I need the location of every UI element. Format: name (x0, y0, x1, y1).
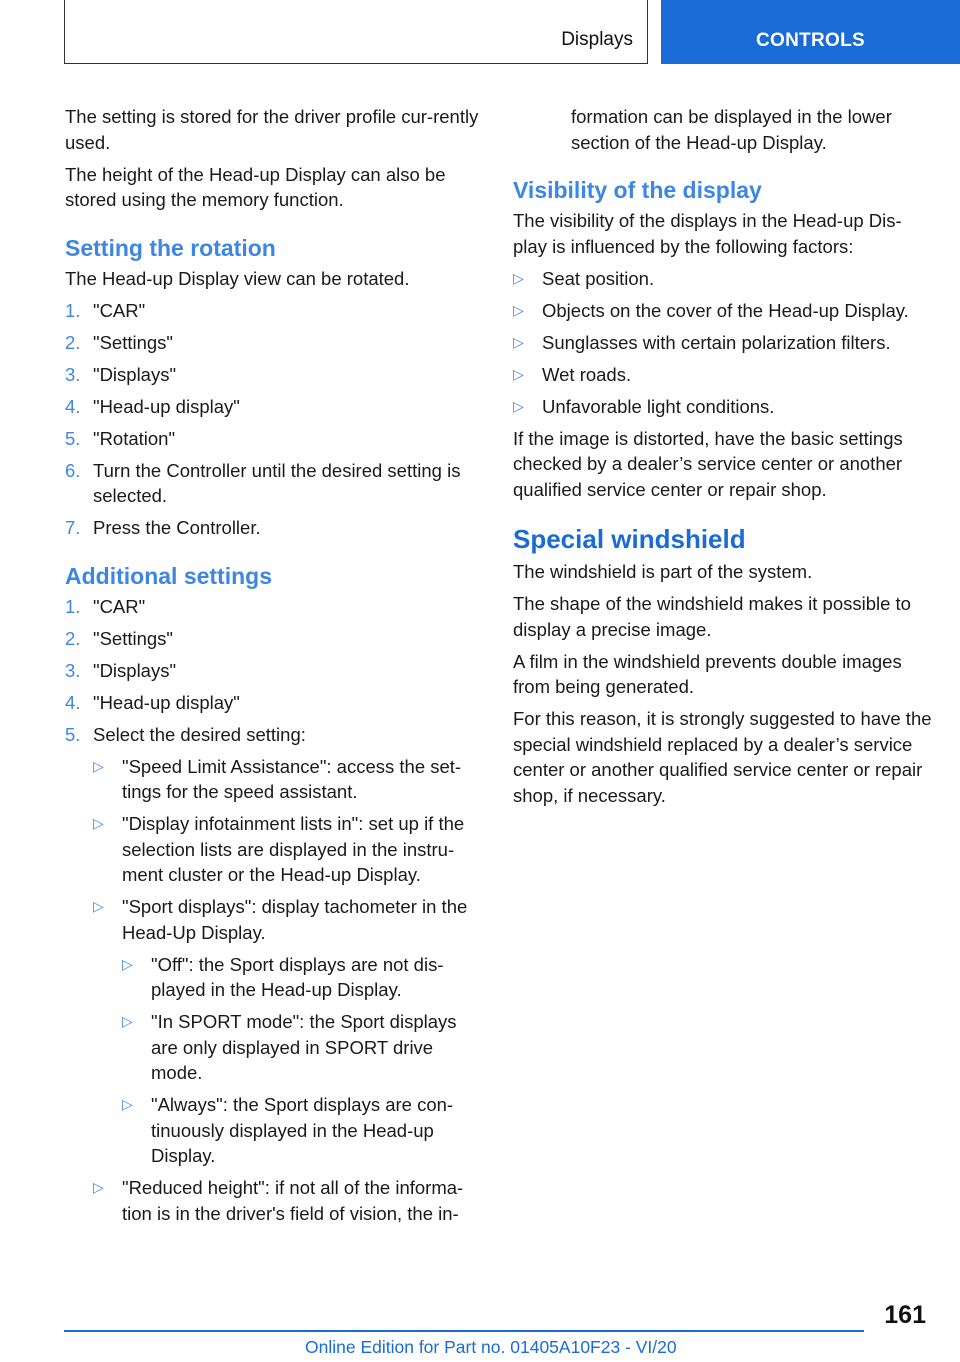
list-item (65, 458, 481, 509)
bullet-text: "Display infotainment lists in": set up if the selection lists are displayed in the instru-ment cluster or the Head-up Display. (122, 813, 465, 885)
triangle-right-icon: ▷ (93, 898, 104, 914)
step-text: "CAR" (93, 299, 146, 321)
bullet-text: "Speed Limit Assistance": access the set-tings for the speed assistant. (122, 755, 462, 802)
paragraph-visibility-intro: The visibility of the displays in the Head-up Dis-play is influenced by the following factors: (513, 210, 902, 257)
step-text: "Displays" (93, 659, 177, 681)
triangle-right-icon: ▷ (122, 955, 133, 972)
step-text: Turn the Controller until the desired setting is selected. (93, 459, 461, 506)
left-column (65, 104, 481, 1233)
list-item (65, 330, 481, 356)
additional-steps-list (65, 594, 481, 1227)
chapter-tab-label: CONTROLS (755, 30, 865, 51)
triangle-right-icon: ▷ (93, 815, 104, 831)
bullet-text: Sunglasses with certain polarization filters. (542, 331, 891, 353)
step-number: 3. (65, 363, 81, 385)
paragraph-reduced-height-continued: formation can be displayed in the lower section of the Head-up Display. (571, 106, 892, 153)
bullet-text: Wet roads. (542, 363, 632, 385)
list-item (513, 362, 933, 388)
settings-bullet-list (93, 754, 481, 1227)
bullet-text: Seat position. (542, 267, 655, 289)
triangle-right-icon: ▷ (122, 1096, 133, 1112)
step-number: 1. (65, 299, 81, 321)
list-item (65, 298, 481, 324)
heading-special-windshield: Special windshield (513, 524, 746, 554)
triangle-right-icon: ▷ (513, 301, 524, 318)
triangle-right-icon: ▷ (93, 757, 104, 774)
step-number: 5. (65, 723, 81, 745)
paragraph-windshield-1: The windshield is part of the system. (513, 561, 813, 582)
triangle-right-icon: ▷ (513, 365, 524, 382)
bullet-text: Objects on the cover of the Head-up Display. (542, 299, 909, 321)
section-title: Displays (561, 29, 633, 50)
triangle-right-icon: ▷ (513, 333, 524, 350)
list-item (65, 658, 481, 684)
heading-additional-settings: Additional settings (65, 562, 272, 589)
step-number: 2. (65, 331, 81, 353)
list-item (93, 811, 481, 888)
step-text: "CAR" (93, 595, 146, 617)
bullet-text: "In SPORT mode": the Sport displays are only displayed in SPORT drive mode. (151, 1011, 457, 1083)
step-number: 5. (65, 427, 81, 449)
list-item (93, 754, 481, 805)
paragraph-rotation-intro: The Head-up Display view can be rotated. (65, 267, 410, 289)
list-item (65, 394, 481, 420)
list-item (93, 1175, 481, 1226)
header-section-box (64, 0, 648, 64)
paragraph-windshield-4: For this reason, it is strongly suggested to have the special windshield replaced by a dealer’s service center or another qualified service center or repair shop, if necessary. (513, 708, 932, 806)
paragraph-driver-profile: The setting is stored for the driver profile cur-rently used. (65, 106, 479, 153)
step-text: Select the desired setting: (93, 723, 306, 745)
list-item (65, 362, 481, 388)
footer-divider (64, 1330, 864, 1332)
sport-displays-sublist (122, 952, 481, 1169)
list-item (513, 330, 933, 356)
step-text: "Settings" (93, 331, 173, 353)
list-item (65, 690, 481, 716)
bullet-text: Unfavorable light conditions. (542, 395, 775, 417)
step-number: 4. (65, 395, 81, 417)
list-item (65, 426, 481, 452)
step-text: "Settings" (93, 627, 173, 649)
heading-setting-rotation: Setting the rotation (65, 234, 276, 261)
list-item (65, 594, 481, 620)
step-text: "Rotation" (93, 427, 176, 449)
visibility-factors-list (513, 266, 933, 420)
triangle-right-icon: ▷ (513, 397, 524, 414)
bullet-text: "Off": the Sport displays are not dis-played in the Head-up Display. (151, 953, 444, 1000)
step-text: "Head-up display" (93, 395, 240, 417)
list-item (122, 1092, 481, 1169)
paragraph-distorted-image: If the image is distorted, have the basic settings checked by a dealer’s service center or another qualified service center or repair shop. (513, 427, 903, 500)
heading-visibility: Visibility of the display (513, 177, 762, 203)
step-text: "Displays" (93, 363, 177, 385)
paragraph-windshield-2: The shape of the windshield makes it possible to display a precise image. (513, 593, 911, 640)
chapter-tab[interactable] (661, 0, 960, 64)
bullet-text: "Always": the Sport displays are con-tinuously displayed in the Head-up Display. (151, 1094, 454, 1166)
step-number: 1. (65, 595, 81, 617)
triangle-right-icon: ▷ (122, 1013, 133, 1029)
list-item (513, 266, 933, 292)
step-number: 7. (65, 517, 81, 538)
list-item (65, 626, 481, 652)
step-number: 6. (65, 459, 81, 481)
bullet-text: "Sport displays": display tachometer in the Head-Up Display. (122, 896, 468, 943)
step-number: 2. (65, 627, 81, 649)
page-number: 161 (884, 1301, 926, 1329)
step-text: "Head-up display" (93, 691, 240, 713)
bullet-text: "Reduced height": if not all of the informa-tion is in the driver's field of vision, the in- (122, 1177, 464, 1224)
step-number: 3. (65, 659, 81, 681)
list-item (122, 952, 481, 1003)
paragraph-windshield-3: A film in the windshield prevents double images from being generated. (513, 650, 902, 697)
footer-edition: Online Edition for Part no. 01405A10F23 - VI/20 (305, 1337, 677, 1357)
step-text: Press the Controller. (93, 517, 261, 538)
list-item (65, 515, 481, 541)
triangle-right-icon: ▷ (513, 269, 524, 286)
list-item (513, 394, 933, 420)
triangle-right-icon: ▷ (93, 1179, 104, 1195)
paragraph-memory-function: The height of the Head-up Display can also be stored using the memory function. (65, 163, 446, 210)
list-item (65, 722, 481, 1227)
list-item (93, 894, 481, 1169)
right-column (513, 104, 933, 815)
list-item (513, 298, 933, 324)
step-number: 4. (65, 691, 81, 713)
list-item (122, 1009, 481, 1086)
rotation-steps-list (65, 298, 481, 541)
